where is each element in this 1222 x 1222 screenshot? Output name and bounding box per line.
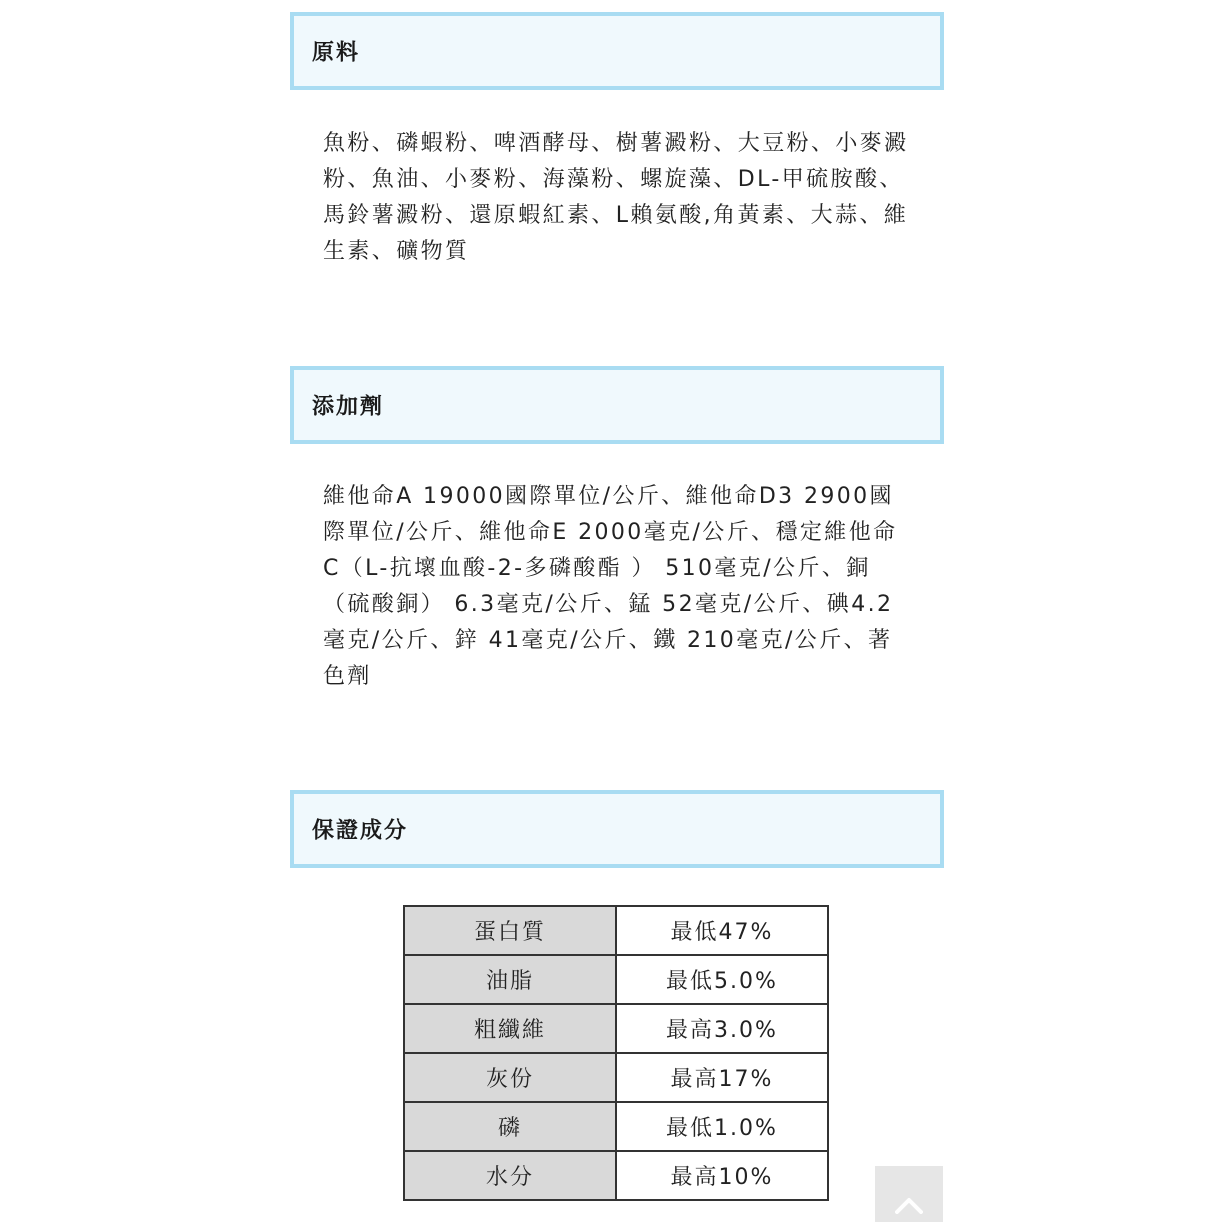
- nutrient-label: 磷: [404, 1102, 616, 1151]
- ingredients-text: 魚粉、磷蝦粉、啤酒酵母、樹薯澱粉、大豆粉、小麥澱粉、魚油、小麥粉、海藻粉、螺旋藻、DL-甲硫胺酸、馬鈴薯澱粉、還原蝦紅素、L賴氨酸,角黃素、大蒜、維生素、礦物質: [323, 131, 909, 264]
- analysis-section-header: [290, 790, 944, 868]
- nutrient-value: 最低1.0%: [616, 1102, 828, 1151]
- nutrient-label: 灰份: [404, 1053, 616, 1102]
- back-to-top-button[interactable]: [875, 1166, 943, 1222]
- nutrient-value: 最低47%: [616, 906, 828, 955]
- ingredients-title: 原料: [312, 40, 361, 66]
- nutrient-label: 蛋白質: [404, 906, 616, 955]
- additives-section-header: [290, 366, 944, 444]
- nutrient-value: 最高3.0%: [616, 1004, 828, 1053]
- nutrient-value: 最高17%: [616, 1053, 828, 1102]
- analysis-title: 保證成分: [312, 818, 409, 844]
- guaranteed-analysis-table: [403, 905, 829, 1201]
- table-row: [404, 1151, 828, 1200]
- table-row: [404, 955, 828, 1004]
- nutrient-label: 粗纖維: [404, 1004, 616, 1053]
- table-row: [404, 1004, 828, 1053]
- additives-text: 維他命A 19000國際單位/公斤、維他命D3 2900國際單位/公斤、維他命E 2000毫克/公斤、穩定維他命C（L-抗壞血酸-2-多磷酸酯 ） 510毫克/公斤、銅（硫酸銅） 6.3毫克/公斤、錳 52毫克/公斤、碘4.2毫克/公斤、鋅 41毫克/公斤、鐵 210毫克/公斤、著色劑: [323, 484, 898, 689]
- nutrient-value: 最高10%: [616, 1151, 828, 1200]
- ingredients-section-header: [290, 12, 944, 90]
- additives-title: 添加劑: [312, 394, 385, 420]
- nutrient-value: 最低5.0%: [616, 955, 828, 1004]
- table-row: [404, 1102, 828, 1151]
- table-row: [404, 906, 828, 955]
- nutrient-label: 油脂: [404, 955, 616, 1004]
- table-row: [404, 1053, 828, 1102]
- chevron-up-icon: [895, 1196, 923, 1214]
- nutrient-label: 水分: [404, 1151, 616, 1200]
